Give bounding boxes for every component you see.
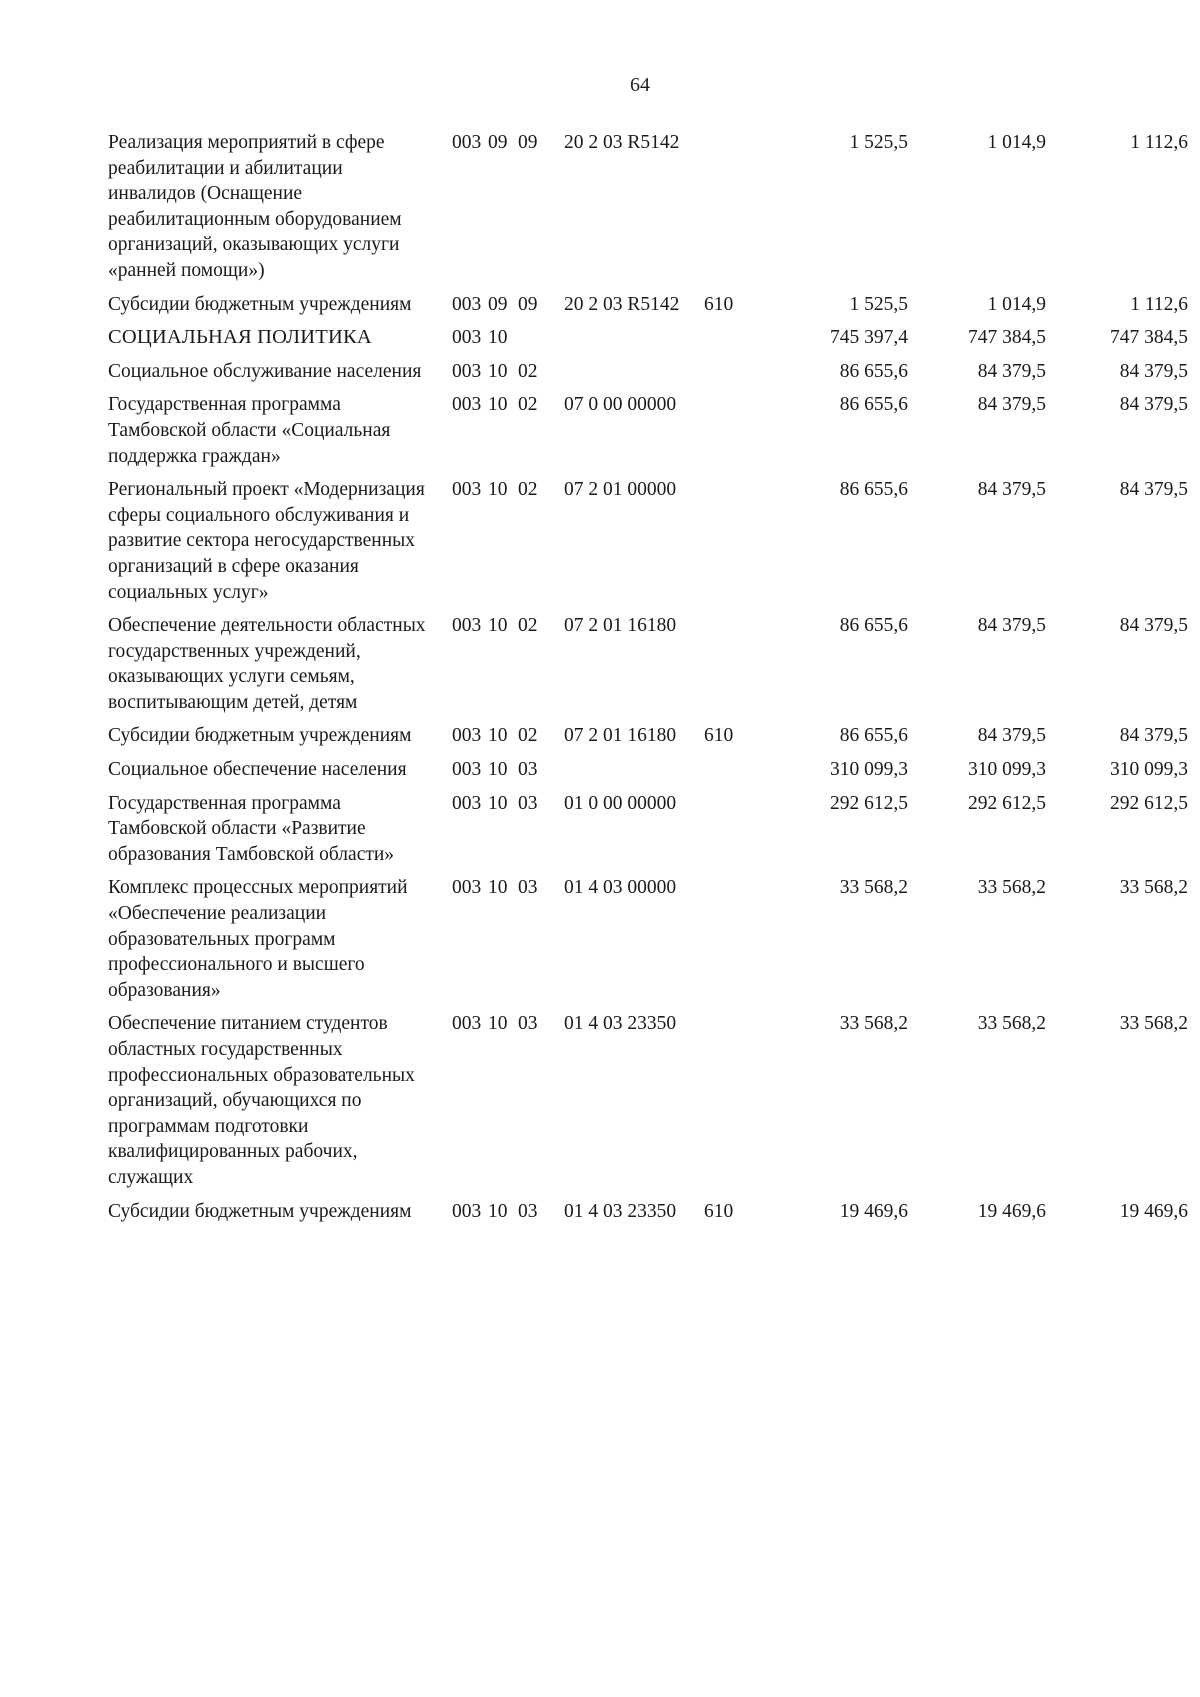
row-rz: 10	[488, 877, 508, 899]
row-amount-year2: 19 469,6	[977, 1200, 1046, 1222]
row-amount-year3: 1 112,6	[1130, 132, 1188, 153]
row-csr: 01 0 00 00000	[564, 792, 677, 814]
row-amount-year3: 33 568,2	[1119, 1013, 1188, 1035]
table-row	[108, 325, 1188, 359]
row-vr	[698, 477, 758, 613]
row-name: Социальное обслуживание населения	[108, 360, 422, 382]
row-vr	[698, 757, 758, 791]
table-row	[108, 130, 1188, 292]
row-vr: 610	[704, 1200, 734, 1222]
row-vr	[698, 130, 758, 292]
row-rz: 10	[488, 725, 508, 747]
row-rz: 10	[488, 615, 508, 637]
row-amount-year2: 1 014,9	[987, 132, 1046, 153]
row-name: Государственная программа Тамбовской области «Развитие образования Тамбовской области»	[108, 792, 395, 865]
section-heading: СОЦИАЛЬНАЯ ПОЛИТИКА	[108, 326, 372, 349]
row-csr: 01 4 03 00000	[564, 877, 677, 899]
row-pr: 02	[518, 394, 538, 416]
table-row	[108, 1011, 1188, 1198]
table-row	[108, 723, 1188, 757]
row-name: Субсидии бюджетным учреждениям	[108, 293, 412, 315]
budget-table	[108, 130, 1188, 1232]
row-amount-year2: 747 384,5	[968, 327, 1046, 349]
row-ved: 003	[452, 293, 482, 315]
row-amount-year2: 84 379,5	[977, 725, 1046, 747]
row-ved: 003	[452, 394, 482, 416]
table-row	[108, 613, 1188, 723]
page-number: 64	[630, 74, 650, 96]
row-name: Региональный проект «Модернизация сферы социального обслуживания и развитие сектора негосударственных организаций в сфере оказания социальных услуг»	[108, 479, 425, 603]
row-pr: 02	[518, 725, 538, 747]
row-amount-year1: 86 655,6	[839, 615, 908, 637]
row-csr: 07 2 01 16180	[564, 615, 677, 637]
row-amount-year3: 1 112,6	[1130, 293, 1188, 315]
row-amount-year3: 84 379,5	[1119, 360, 1188, 382]
row-pr: 09	[518, 293, 538, 315]
row-amount-year1: 1 525,5	[849, 132, 908, 153]
row-name: Обеспечение питанием студентов областных государственных профессиональных образовательных организаций, обучающихся по программам подготовки квалифицированных рабочих, служащих	[108, 1013, 415, 1188]
row-amount-year1: 86 655,6	[839, 725, 908, 747]
row-ved: 003	[452, 725, 482, 747]
row-amount-year2: 84 379,5	[977, 394, 1046, 416]
row-csr	[558, 757, 698, 791]
row-amount-year1: 33 568,2	[839, 1013, 908, 1035]
row-csr	[558, 325, 698, 359]
row-csr: 07 2 01 00000	[564, 479, 677, 501]
row-rz: 09	[488, 293, 508, 315]
row-amount-year1: 19 469,6	[839, 1200, 908, 1222]
row-amount-year1: 310 099,3	[830, 759, 908, 781]
row-name: Реализация мероприятий в сфере реабилитации и абилитации инвалидов (Оснащение реабилитационным оборудованием организаций, оказывающих услуги «ранней помощи»)	[108, 132, 402, 281]
row-csr: 01 4 03 23350	[564, 1013, 677, 1035]
row-csr: 07 2 01 16180	[564, 725, 677, 747]
row-rz: 09	[488, 132, 508, 153]
row-pr: 03	[518, 1013, 538, 1035]
row-pr: 03	[518, 792, 538, 814]
row-amount-year2: 84 379,5	[977, 615, 1046, 637]
row-ved: 003	[452, 877, 482, 899]
row-vr: 610	[704, 293, 734, 315]
row-amount-year1: 292 612,5	[830, 792, 908, 814]
row-amount-year2: 33 568,2	[977, 1013, 1046, 1035]
row-vr	[698, 875, 758, 1011]
row-pr: 09	[518, 132, 538, 153]
row-amount-year1: 33 568,2	[839, 877, 908, 899]
row-ved: 003	[452, 132, 482, 153]
row-amount-year3: 19 469,6	[1119, 1200, 1188, 1222]
row-ved: 003	[452, 479, 482, 501]
row-amount-year2: 1 014,9	[987, 293, 1046, 315]
row-vr	[698, 1011, 758, 1198]
row-amount-year3: 292 612,5	[1110, 792, 1188, 814]
row-pr: 03	[518, 759, 538, 781]
row-rz: 10	[488, 360, 508, 382]
row-vr: 610	[704, 725, 734, 747]
row-ved: 003	[452, 327, 482, 349]
row-vr	[698, 613, 758, 723]
table-row	[108, 791, 1188, 876]
row-vr	[698, 392, 758, 477]
row-amount-year3: 310 099,3	[1110, 759, 1188, 781]
table-row	[108, 292, 1188, 326]
row-csr: 07 0 00 00000	[564, 394, 677, 416]
row-rz: 10	[488, 1200, 508, 1222]
row-amount-year3: 84 379,5	[1119, 725, 1188, 747]
row-pr: 02	[518, 360, 538, 382]
row-amount-year1: 745 397,4	[830, 327, 908, 349]
row-amount-year2: 33 568,2	[977, 877, 1046, 899]
row-vr	[698, 325, 758, 359]
row-ved: 003	[452, 360, 482, 382]
table-row	[108, 392, 1188, 477]
row-name: Субсидии бюджетным учреждениям	[108, 1200, 412, 1222]
row-pr: 02	[518, 615, 538, 637]
table-row	[108, 757, 1188, 791]
row-amount-year3: 84 379,5	[1119, 394, 1188, 416]
row-pr	[518, 325, 558, 359]
row-amount-year1: 1 525,5	[849, 293, 908, 315]
row-name: Субсидии бюджетным учреждениям	[108, 725, 412, 747]
table-row	[108, 359, 1188, 393]
row-amount-year1: 86 655,6	[839, 360, 908, 382]
row-amount-year3: 84 379,5	[1119, 479, 1188, 501]
row-amount-year2: 310 099,3	[968, 759, 1046, 781]
row-amount-year1: 86 655,6	[839, 394, 908, 416]
row-ved: 003	[452, 1200, 482, 1222]
row-rz: 10	[488, 759, 508, 781]
row-csr: 20 2 03 R5142	[564, 132, 680, 153]
row-ved: 003	[452, 759, 482, 781]
row-ved: 003	[452, 792, 482, 814]
table-row	[108, 875, 1188, 1011]
row-name: Комплекс процессных мероприятий «Обеспечение реализации образовательных программ профессионального и высшего образования»	[108, 877, 408, 1001]
row-ved: 003	[452, 615, 482, 637]
row-amount-year2: 84 379,5	[977, 360, 1046, 382]
row-csr: 01 4 03 23350	[564, 1200, 677, 1222]
row-rz: 10	[488, 792, 508, 814]
row-rz: 10	[488, 327, 508, 349]
row-name: Государственная программа Тамбовской области «Социальная поддержка граждан»	[108, 394, 391, 467]
row-pr: 03	[518, 1200, 538, 1222]
row-rz: 10	[488, 479, 508, 501]
row-pr: 03	[518, 877, 538, 899]
row-pr: 02	[518, 479, 538, 501]
row-csr	[558, 359, 698, 393]
row-vr	[698, 359, 758, 393]
table-row	[108, 1199, 1188, 1233]
row-amount-year3: 84 379,5	[1119, 615, 1188, 637]
row-ved: 003	[452, 1013, 482, 1035]
row-amount-year3: 33 568,2	[1119, 877, 1188, 899]
row-rz: 10	[488, 394, 508, 416]
table-row	[108, 477, 1188, 613]
row-amount-year2: 84 379,5	[977, 479, 1046, 501]
row-amount-year3: 747 384,5	[1110, 327, 1188, 349]
row-csr: 20 2 03 R5142	[564, 293, 680, 315]
row-amount-year2: 292 612,5	[968, 792, 1046, 814]
row-amount-year1: 86 655,6	[839, 479, 908, 501]
row-name: Социальное обеспечение населения	[108, 759, 407, 781]
row-vr	[698, 791, 758, 876]
row-rz: 10	[488, 1013, 508, 1035]
row-name: Обеспечение деятельности областных государственных учреждений, оказывающих услуги семьям, воспитывающим детей, детям	[108, 615, 426, 713]
